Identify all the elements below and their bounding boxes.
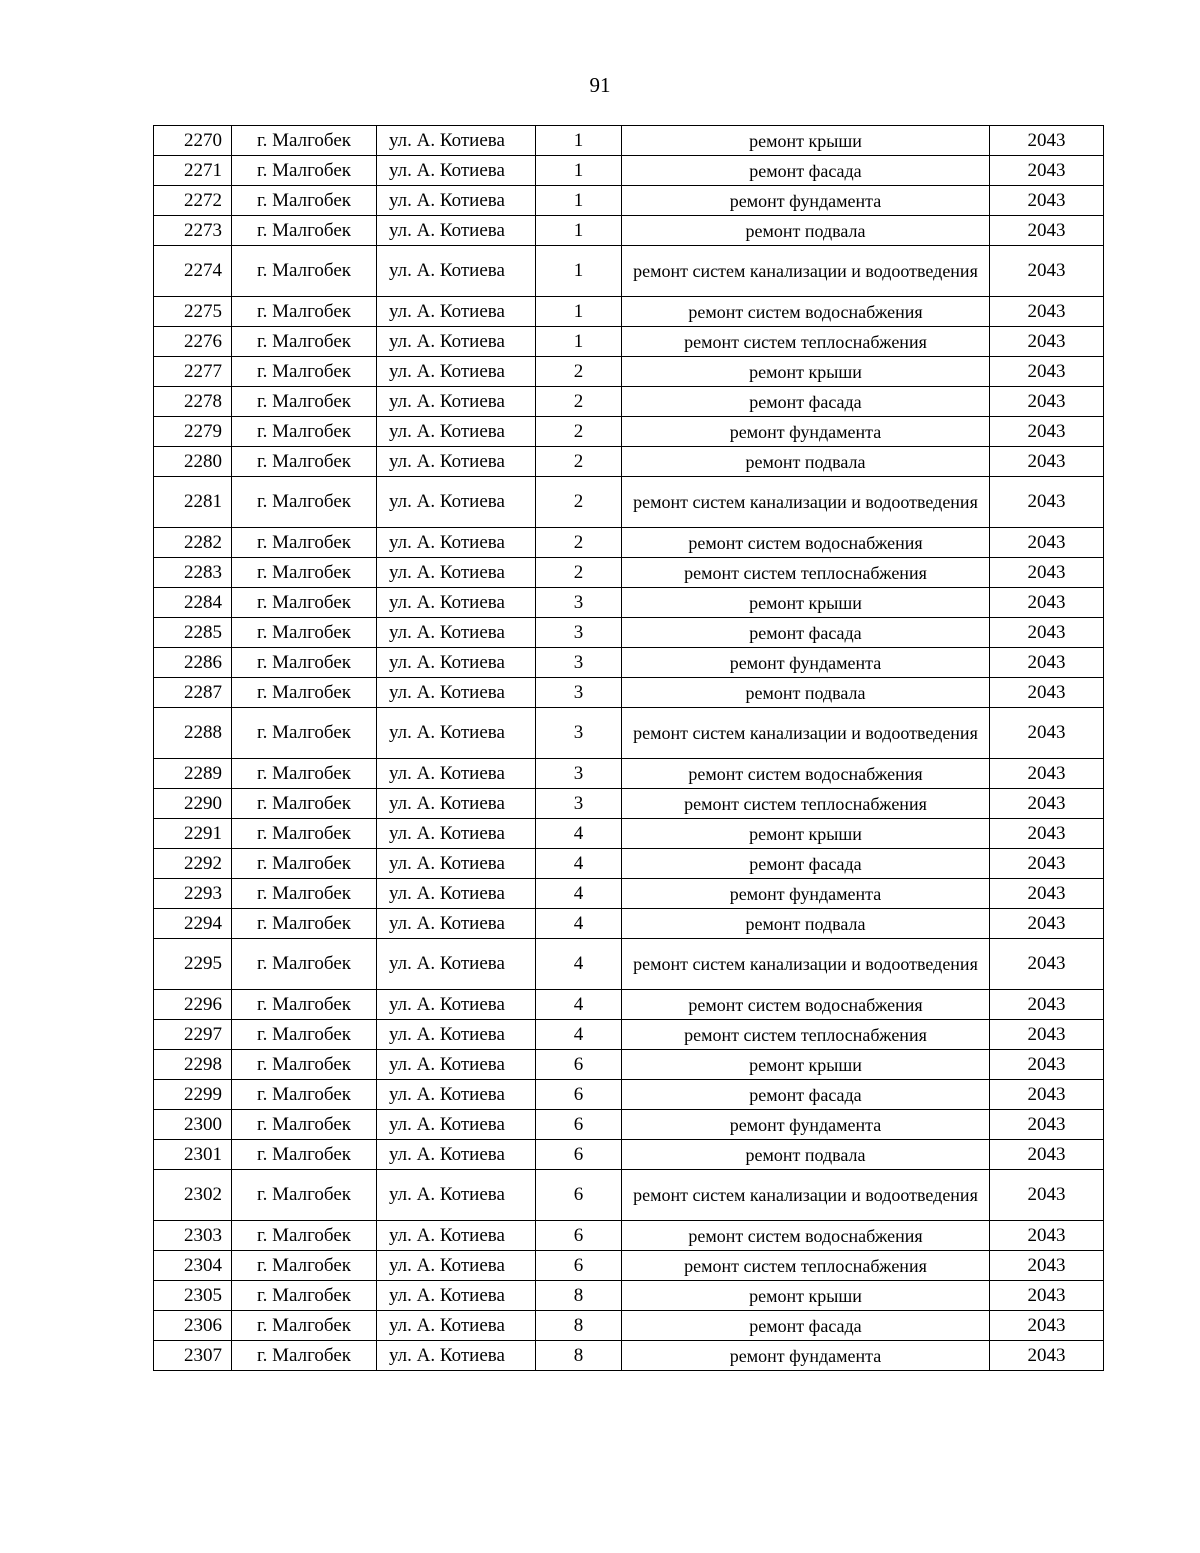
cell-number: 2305	[154, 1281, 232, 1311]
table-row	[154, 186, 1104, 216]
cell-street: ул. А. Котиева	[377, 678, 536, 708]
cell-year: 2043	[990, 387, 1104, 417]
cell-number: 2274	[154, 246, 232, 297]
cell-house: 1	[536, 186, 622, 216]
cell-work-type: ремонт систем канализации и водоотведения	[622, 708, 990, 759]
table-row	[154, 1341, 1104, 1371]
cell-number: 2290	[154, 789, 232, 819]
cell-number: 2272	[154, 186, 232, 216]
cell-city: г. Малгобек	[232, 246, 377, 297]
cell-street: ул. А. Котиева	[377, 357, 536, 387]
cell-number: 2299	[154, 1080, 232, 1110]
cell-work-type: ремонт систем теплоснабжения	[622, 558, 990, 588]
cell-street: ул. А. Котиева	[377, 558, 536, 588]
cell-number: 2293	[154, 879, 232, 909]
cell-city: г. Малгобек	[232, 558, 377, 588]
cell-house: 6	[536, 1251, 622, 1281]
cell-city: г. Малгобек	[232, 849, 377, 879]
cell-street: ул. А. Котиева	[377, 297, 536, 327]
table-row	[154, 588, 1104, 618]
cell-year: 2043	[990, 447, 1104, 477]
cell-year: 2043	[990, 186, 1104, 216]
cell-city: г. Малгобек	[232, 1311, 377, 1341]
cell-year: 2043	[990, 1341, 1104, 1371]
cell-work-type: ремонт систем водоснабжения	[622, 990, 990, 1020]
cell-work-type: ремонт подвала	[622, 678, 990, 708]
cell-street: ул. А. Котиева	[377, 186, 536, 216]
cell-number: 2295	[154, 939, 232, 990]
table-row	[154, 297, 1104, 327]
cell-number: 2282	[154, 528, 232, 558]
cell-street: ул. А. Котиева	[377, 939, 536, 990]
cell-year: 2043	[990, 909, 1104, 939]
cell-number: 2307	[154, 1341, 232, 1371]
cell-year: 2043	[990, 216, 1104, 246]
cell-work-type: ремонт крыши	[622, 126, 990, 156]
cell-street: ул. А. Котиева	[377, 417, 536, 447]
cell-house: 4	[536, 909, 622, 939]
table-row	[154, 708, 1104, 759]
cell-street: ул. А. Котиева	[377, 1251, 536, 1281]
table-row	[154, 477, 1104, 528]
cell-number: 2288	[154, 708, 232, 759]
cell-year: 2043	[990, 648, 1104, 678]
cell-city: г. Малгобек	[232, 588, 377, 618]
cell-city: г. Малгобек	[232, 1110, 377, 1140]
cell-house: 6	[536, 1140, 622, 1170]
table-row	[154, 1281, 1104, 1311]
cell-street: ул. А. Котиева	[377, 528, 536, 558]
cell-house: 1	[536, 297, 622, 327]
cell-number: 2289	[154, 759, 232, 789]
cell-work-type: ремонт систем водоснабжения	[622, 759, 990, 789]
cell-street: ул. А. Котиева	[377, 1170, 536, 1221]
cell-year: 2043	[990, 1221, 1104, 1251]
cell-number: 2280	[154, 447, 232, 477]
cell-work-type: ремонт подвала	[622, 216, 990, 246]
cell-number: 2286	[154, 648, 232, 678]
table-row	[154, 1050, 1104, 1080]
cell-house: 6	[536, 1080, 622, 1110]
table-row	[154, 1221, 1104, 1251]
cell-city: г. Малгобек	[232, 216, 377, 246]
cell-year: 2043	[990, 156, 1104, 186]
cell-street: ул. А. Котиева	[377, 1281, 536, 1311]
cell-year: 2043	[990, 1080, 1104, 1110]
cell-house: 1	[536, 246, 622, 297]
cell-street: ул. А. Котиева	[377, 387, 536, 417]
cell-work-type: ремонт фундамента	[622, 1110, 990, 1140]
cell-work-type: ремонт систем канализации и водоотведения	[622, 477, 990, 528]
cell-year: 2043	[990, 1050, 1104, 1080]
cell-number: 2281	[154, 477, 232, 528]
cell-city: г. Малгобек	[232, 939, 377, 990]
table-row	[154, 759, 1104, 789]
table-row	[154, 618, 1104, 648]
cell-street: ул. А. Котиева	[377, 246, 536, 297]
cell-year: 2043	[990, 990, 1104, 1020]
cell-house: 4	[536, 1020, 622, 1050]
cell-street: ул. А. Котиева	[377, 477, 536, 528]
cell-number: 2291	[154, 819, 232, 849]
cell-city: г. Малгобек	[232, 1140, 377, 1170]
cell-year: 2043	[990, 1281, 1104, 1311]
cell-work-type: ремонт систем теплоснабжения	[622, 1020, 990, 1050]
table-row	[154, 648, 1104, 678]
cell-year: 2043	[990, 417, 1104, 447]
cell-house: 4	[536, 990, 622, 1020]
cell-work-type: ремонт подвала	[622, 909, 990, 939]
cell-house: 8	[536, 1311, 622, 1341]
cell-work-type: ремонт фасада	[622, 1080, 990, 1110]
cell-year: 2043	[990, 939, 1104, 990]
cell-street: ул. А. Котиева	[377, 879, 536, 909]
cell-house: 3	[536, 618, 622, 648]
cell-street: ул. А. Котиева	[377, 327, 536, 357]
cell-year: 2043	[990, 708, 1104, 759]
cell-city: г. Малгобек	[232, 1221, 377, 1251]
cell-house: 3	[536, 708, 622, 759]
cell-work-type: ремонт систем водоснабжения	[622, 297, 990, 327]
cell-work-type: ремонт подвала	[622, 1140, 990, 1170]
cell-year: 2043	[990, 618, 1104, 648]
cell-number: 2296	[154, 990, 232, 1020]
cell-street: ул. А. Котиева	[377, 618, 536, 648]
cell-work-type: ремонт подвала	[622, 447, 990, 477]
cell-street: ул. А. Котиева	[377, 1140, 536, 1170]
cell-city: г. Малгобек	[232, 618, 377, 648]
cell-number: 2273	[154, 216, 232, 246]
cell-work-type: ремонт фундамента	[622, 648, 990, 678]
cell-street: ул. А. Котиева	[377, 648, 536, 678]
cell-year: 2043	[990, 477, 1104, 528]
cell-street: ул. А. Котиева	[377, 1020, 536, 1050]
cell-year: 2043	[990, 126, 1104, 156]
cell-year: 2043	[990, 678, 1104, 708]
cell-street: ул. А. Котиева	[377, 126, 536, 156]
cell-city: г. Малгобек	[232, 648, 377, 678]
cell-work-type: ремонт фасада	[622, 156, 990, 186]
cell-number: 2300	[154, 1110, 232, 1140]
cell-city: г. Малгобек	[232, 708, 377, 759]
table-row	[154, 1311, 1104, 1341]
cell-city: г. Малгобек	[232, 1341, 377, 1371]
cell-city: г. Малгобек	[232, 1050, 377, 1080]
cell-house: 3	[536, 789, 622, 819]
cell-house: 2	[536, 417, 622, 447]
cell-house: 2	[536, 477, 622, 528]
cell-house: 3	[536, 759, 622, 789]
table-row	[154, 1140, 1104, 1170]
cell-year: 2043	[990, 789, 1104, 819]
cell-work-type: ремонт систем теплоснабжения	[622, 1251, 990, 1281]
table-row	[154, 909, 1104, 939]
cell-year: 2043	[990, 1251, 1104, 1281]
cell-number: 2297	[154, 1020, 232, 1050]
table-row	[154, 156, 1104, 186]
cell-house: 2	[536, 357, 622, 387]
table-row	[154, 990, 1104, 1020]
cell-number: 2271	[154, 156, 232, 186]
cell-street: ул. А. Котиева	[377, 1221, 536, 1251]
cell-number: 2270	[154, 126, 232, 156]
cell-house: 1	[536, 216, 622, 246]
cell-street: ул. А. Котиева	[377, 1311, 536, 1341]
cell-house: 6	[536, 1110, 622, 1140]
cell-number: 2277	[154, 357, 232, 387]
table-row	[154, 528, 1104, 558]
table-row	[154, 447, 1104, 477]
cell-year: 2043	[990, 1140, 1104, 1170]
table-row	[154, 819, 1104, 849]
cell-number: 2278	[154, 387, 232, 417]
cell-year: 2043	[990, 558, 1104, 588]
table-row	[154, 387, 1104, 417]
works-table-body	[154, 126, 1104, 1371]
cell-city: г. Малгобек	[232, 447, 377, 477]
cell-year: 2043	[990, 849, 1104, 879]
cell-year: 2043	[990, 1110, 1104, 1140]
cell-city: г. Малгобек	[232, 387, 377, 417]
cell-city: г. Малгобек	[232, 357, 377, 387]
cell-street: ул. А. Котиева	[377, 216, 536, 246]
cell-house: 4	[536, 849, 622, 879]
table-row	[154, 327, 1104, 357]
works-table	[153, 125, 1104, 1371]
table-row	[154, 939, 1104, 990]
cell-city: г. Малгобек	[232, 819, 377, 849]
table-row	[154, 879, 1104, 909]
cell-work-type: ремонт фундамента	[622, 1341, 990, 1371]
cell-city: г. Малгобек	[232, 327, 377, 357]
cell-work-type: ремонт фасада	[622, 849, 990, 879]
cell-year: 2043	[990, 1170, 1104, 1221]
cell-house: 4	[536, 819, 622, 849]
cell-work-type: ремонт крыши	[622, 1281, 990, 1311]
cell-work-type: ремонт фасада	[622, 618, 990, 648]
cell-number: 2292	[154, 849, 232, 879]
cell-city: г. Малгобек	[232, 1020, 377, 1050]
table-row	[154, 126, 1104, 156]
cell-street: ул. А. Котиева	[377, 1110, 536, 1140]
cell-street: ул. А. Котиева	[377, 1080, 536, 1110]
cell-number: 2298	[154, 1050, 232, 1080]
cell-street: ул. А. Котиева	[377, 909, 536, 939]
page-number: 91	[589, 73, 611, 97]
cell-house: 3	[536, 678, 622, 708]
table-row	[154, 849, 1104, 879]
cell-house: 1	[536, 156, 622, 186]
table-row	[154, 1170, 1104, 1221]
cell-city: г. Малгобек	[232, 417, 377, 447]
cell-year: 2043	[990, 357, 1104, 387]
cell-city: г. Малгобек	[232, 1281, 377, 1311]
cell-street: ул. А. Котиева	[377, 990, 536, 1020]
cell-street: ул. А. Котиева	[377, 759, 536, 789]
cell-house: 1	[536, 126, 622, 156]
cell-street: ул. А. Котиева	[377, 447, 536, 477]
cell-year: 2043	[990, 528, 1104, 558]
cell-number: 2279	[154, 417, 232, 447]
cell-number: 2276	[154, 327, 232, 357]
cell-number: 2285	[154, 618, 232, 648]
cell-house: 6	[536, 1050, 622, 1080]
cell-street: ул. А. Котиева	[377, 849, 536, 879]
cell-year: 2043	[990, 327, 1104, 357]
cell-city: г. Малгобек	[232, 789, 377, 819]
cell-city: г. Малгобек	[232, 909, 377, 939]
cell-house: 8	[536, 1341, 622, 1371]
cell-work-type: ремонт фундамента	[622, 186, 990, 216]
cell-street: ул. А. Котиева	[377, 708, 536, 759]
cell-city: г. Малгобек	[232, 186, 377, 216]
cell-year: 2043	[990, 246, 1104, 297]
cell-street: ул. А. Котиева	[377, 1341, 536, 1371]
cell-city: г. Малгобек	[232, 126, 377, 156]
cell-city: г. Малгобек	[232, 1080, 377, 1110]
cell-year: 2043	[990, 1311, 1104, 1341]
cell-city: г. Малгобек	[232, 1170, 377, 1221]
cell-house: 8	[536, 1281, 622, 1311]
cell-house: 3	[536, 648, 622, 678]
cell-house: 6	[536, 1221, 622, 1251]
table-row	[154, 1110, 1104, 1140]
table-row	[154, 558, 1104, 588]
table-row	[154, 789, 1104, 819]
cell-house: 2	[536, 528, 622, 558]
cell-city: г. Малгобек	[232, 759, 377, 789]
cell-number: 2306	[154, 1311, 232, 1341]
cell-year: 2043	[990, 297, 1104, 327]
cell-work-type: ремонт фундамента	[622, 879, 990, 909]
cell-work-type: ремонт фундамента	[622, 417, 990, 447]
cell-house: 4	[536, 939, 622, 990]
table-row	[154, 678, 1104, 708]
cell-city: г. Малгобек	[232, 990, 377, 1020]
table-row	[154, 1251, 1104, 1281]
cell-number: 2283	[154, 558, 232, 588]
cell-year: 2043	[990, 819, 1104, 849]
cell-work-type: ремонт крыши	[622, 588, 990, 618]
cell-house: 2	[536, 558, 622, 588]
cell-number: 2302	[154, 1170, 232, 1221]
cell-city: г. Малгобек	[232, 879, 377, 909]
cell-work-type: ремонт систем канализации и водоотведения	[622, 246, 990, 297]
cell-number: 2301	[154, 1140, 232, 1170]
cell-street: ул. А. Котиева	[377, 789, 536, 819]
cell-city: г. Малгобек	[232, 297, 377, 327]
cell-street: ул. А. Котиева	[377, 819, 536, 849]
table-row	[154, 216, 1104, 246]
cell-number: 2304	[154, 1251, 232, 1281]
cell-city: г. Малгобек	[232, 1251, 377, 1281]
cell-work-type: ремонт систем канализации и водоотведения	[622, 939, 990, 990]
cell-number: 2303	[154, 1221, 232, 1251]
cell-work-type: ремонт крыши	[622, 819, 990, 849]
cell-work-type: ремонт фасада	[622, 1311, 990, 1341]
cell-street: ул. А. Котиева	[377, 1050, 536, 1080]
cell-year: 2043	[990, 1020, 1104, 1050]
cell-city: г. Малгобек	[232, 678, 377, 708]
cell-work-type: ремонт систем водоснабжения	[622, 1221, 990, 1251]
cell-house: 3	[536, 588, 622, 618]
table-row	[154, 417, 1104, 447]
table-row	[154, 357, 1104, 387]
table-row	[154, 1020, 1104, 1050]
cell-year: 2043	[990, 879, 1104, 909]
cell-house: 4	[536, 879, 622, 909]
cell-number: 2275	[154, 297, 232, 327]
cell-city: г. Малгобек	[232, 528, 377, 558]
table-row	[154, 246, 1104, 297]
cell-house: 2	[536, 387, 622, 417]
cell-work-type: ремонт крыши	[622, 1050, 990, 1080]
cell-city: г. Малгобек	[232, 477, 377, 528]
cell-work-type: ремонт фасада	[622, 387, 990, 417]
cell-year: 2043	[990, 759, 1104, 789]
cell-house: 1	[536, 327, 622, 357]
cell-work-type: ремонт систем теплоснабжения	[622, 327, 990, 357]
cell-year: 2043	[990, 588, 1104, 618]
cell-street: ул. А. Котиева	[377, 156, 536, 186]
cell-number: 2287	[154, 678, 232, 708]
table-row	[154, 1080, 1104, 1110]
cell-work-type: ремонт систем канализации и водоотведения	[622, 1170, 990, 1221]
cell-work-type: ремонт крыши	[622, 357, 990, 387]
cell-city: г. Малгобек	[232, 156, 377, 186]
cell-house: 6	[536, 1170, 622, 1221]
cell-number: 2284	[154, 588, 232, 618]
cell-number: 2294	[154, 909, 232, 939]
cell-house: 2	[536, 447, 622, 477]
cell-street: ул. А. Котиева	[377, 588, 536, 618]
cell-work-type: ремонт систем водоснабжения	[622, 528, 990, 558]
cell-work-type: ремонт систем теплоснабжения	[622, 789, 990, 819]
